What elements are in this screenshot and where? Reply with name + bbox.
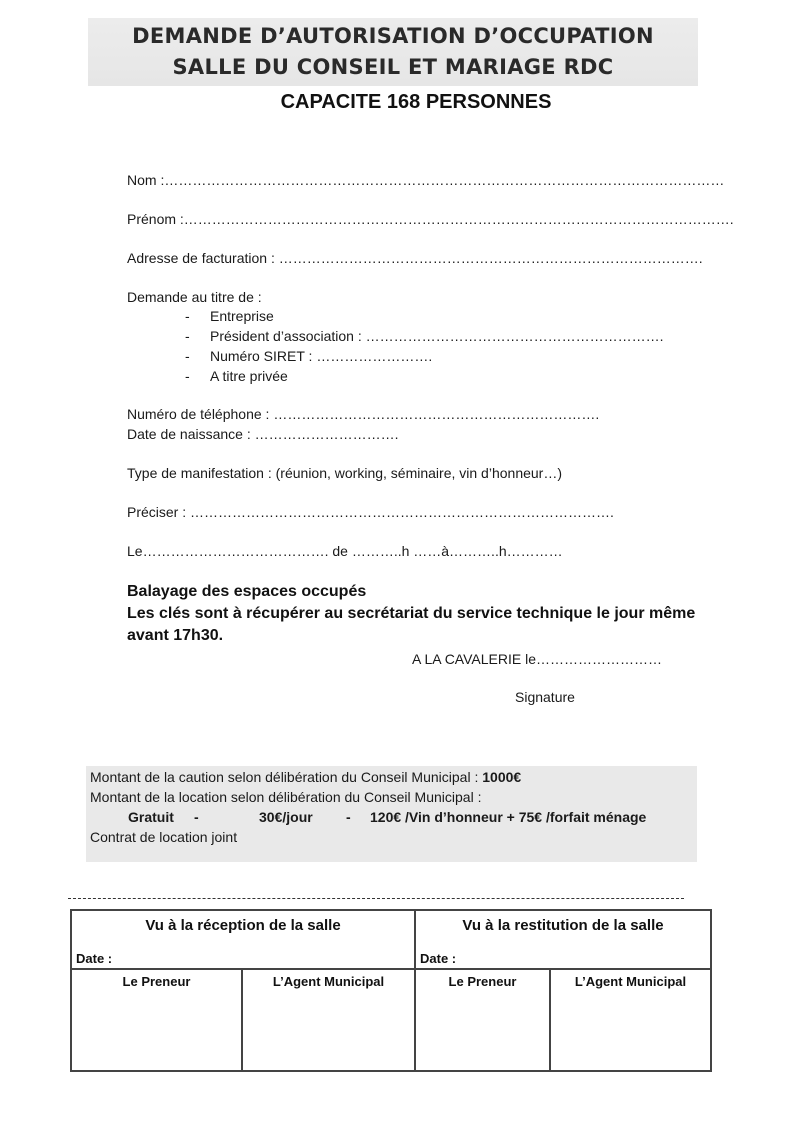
price-dash: -	[346, 809, 351, 825]
reception-header-cell	[71, 910, 415, 969]
type-manifestation-label: Type de manifestation : (réunion, working, séminaire, vin d’honneur…)	[127, 465, 562, 481]
option-entreprise[interactable]: Entreprise	[210, 308, 274, 324]
location-text: Montant de la location selon délibération du Conseil Municipal :	[90, 789, 482, 805]
prenom-field[interactable]: Prénom :……………………………………………………………………………………………………….	[127, 211, 734, 227]
telephone-field[interactable]: Numéro de téléphone : …………………………………………………………….	[127, 406, 600, 422]
gratuit-label: Gratuit	[128, 809, 174, 825]
reception-preneur-cell[interactable]	[71, 969, 242, 1071]
signature-label: Signature	[515, 689, 575, 705]
bullet-dash: -	[185, 348, 190, 364]
page-title: DEMANDE D’AUTORISATION D’OCCUPATION	[132, 24, 654, 48]
cles-text: Les clés sont à récupérer au secrétariat du service technique le jour même	[127, 605, 696, 622]
reception-date-label[interactable]: Date :	[76, 951, 113, 966]
restitution-date-label[interactable]: Date :	[420, 951, 457, 966]
date-horaire-field[interactable]: Le…………………………………. de ………..h ……à………..h…………	[127, 543, 563, 559]
restitution-title: Vu à la restitution de la salle	[462, 917, 664, 934]
restitution-preneur-cell[interactable]	[415, 969, 550, 1071]
balayage-text: Balayage des espaces occupés	[127, 583, 367, 600]
option-association[interactable]: Président d’association : ……………………………………………………….	[210, 328, 664, 344]
bullet-dash: -	[185, 368, 190, 384]
restitution-agent-cell[interactable]	[550, 969, 711, 1071]
cles-text-cont: avant 17h30.	[127, 627, 224, 644]
control-table	[70, 909, 712, 1072]
option-siret[interactable]: Numéro SIRET : …………………….	[210, 348, 433, 364]
bullet-dash: -	[185, 308, 190, 324]
agent-label: L’Agent Municipal	[574, 974, 687, 989]
restitution-header-cell	[415, 910, 711, 969]
bullet-dash: -	[185, 328, 190, 344]
price-per-day: 30€/jour	[259, 809, 313, 825]
capacity-heading: CAPACITE 168 PERSONNES	[280, 91, 552, 113]
page-subtitle: SALLE DU CONSEIL ET MARIAGE RDC	[172, 55, 614, 79]
nom-field[interactable]: Nom :…………………………………………………………………………………………………………	[127, 172, 725, 188]
price-dash: -	[194, 809, 199, 825]
adresse-field[interactable]: Adresse de facturation : ……………………………………………………………………………….	[127, 250, 703, 266]
option-privee[interactable]: A titre privée	[210, 368, 288, 384]
preciser-field[interactable]: Préciser : ……………………………………………………………………………….	[127, 504, 614, 520]
caution-line	[90, 769, 521, 785]
signature-place-date[interactable]: A LA CAVALERIE le………………………	[412, 651, 662, 667]
preneur-label: Le Preneur	[122, 974, 191, 989]
price-vin-honneur: 120€ /Vin d’honneur + 75€ /forfait ménage	[370, 809, 647, 825]
agent-label: L’Agent Municipal	[272, 974, 385, 989]
preneur-label: Le Preneur	[448, 974, 517, 989]
reception-agent-cell[interactable]	[242, 969, 415, 1071]
demande-label: Demande au titre de :	[127, 289, 262, 305]
cut-line-divider	[68, 898, 684, 899]
naissance-field[interactable]: Date de naissance : ………………………….	[127, 426, 399, 442]
caution-text: Montant de la caution selon délibération du Conseil Municipal :	[90, 769, 483, 785]
caution-amount: 1000€	[482, 769, 522, 785]
reception-title: Vu à la réception de la salle	[145, 917, 341, 934]
contrat-text: Contrat de location joint	[90, 829, 238, 845]
